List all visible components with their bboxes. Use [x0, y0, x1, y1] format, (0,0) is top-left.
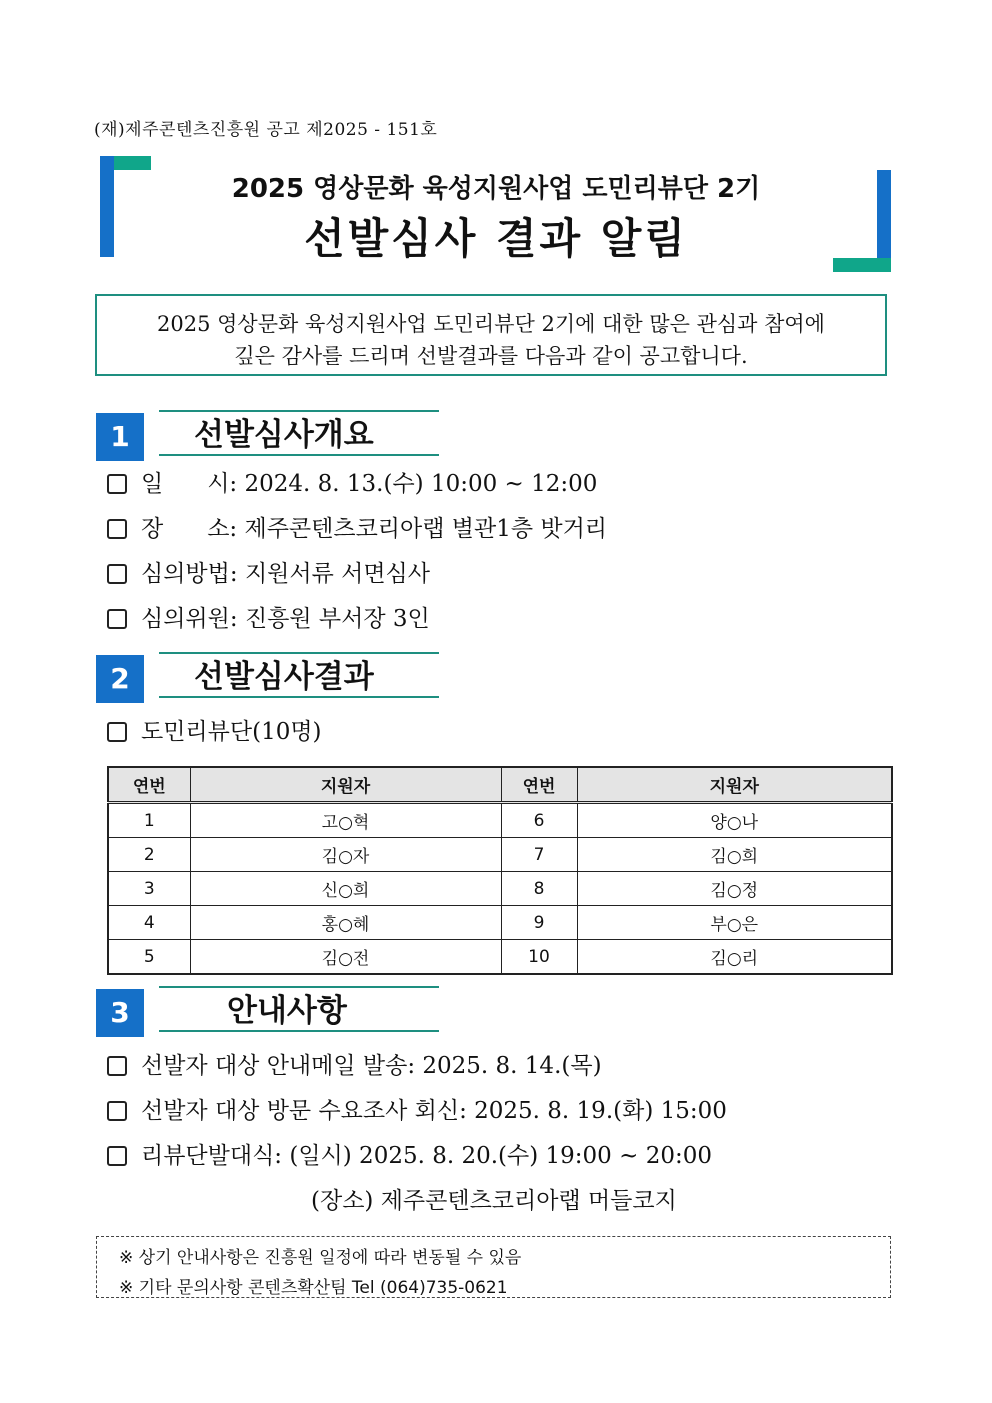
value: 2024. 8. 13.(수) 10:00 ~ 12:00 — [244, 471, 598, 497]
label: 선발자 대상 안내메일 발송: 2025. 8. 14.(목) — [141, 1053, 602, 1079]
cell: 2 — [108, 838, 190, 872]
table-row — [108, 940, 892, 975]
cell: 8 — [501, 872, 577, 906]
section3-title: 안내사항 — [159, 986, 439, 1032]
cell: 김○리 — [577, 940, 892, 975]
cell: 부○은 — [577, 906, 892, 940]
section2-number-badge: 2 — [96, 655, 144, 703]
cell: 9 — [501, 906, 577, 940]
cell: 6 — [501, 803, 577, 838]
label: 도민리뷰단(10명) — [141, 719, 322, 745]
section1-item-place — [107, 513, 607, 545]
cell: 1 — [108, 803, 190, 838]
checkbox-icon — [107, 1146, 127, 1166]
label: 리뷰단발대식: (일시) 2025. 8. 20.(수) 19:00 ~ 20:00 — [141, 1143, 712, 1169]
value: 제주콘텐츠코리아랩 별관1층 밧거리 — [244, 516, 608, 542]
note-line: ※ 상기 안내사항은 진흥원 일정에 따라 변동될 수 있음 — [119, 1248, 522, 1268]
checkbox-icon — [107, 1056, 127, 1076]
cell: 10 — [501, 940, 577, 975]
checkbox-icon — [107, 519, 127, 539]
document-title-line1: 2025 영상문화 육성지원사업 도민리뷰단 2기 — [231, 174, 761, 204]
notes-box — [96, 1236, 891, 1298]
section1-item-time — [107, 468, 597, 500]
cell: 7 — [501, 838, 577, 872]
section2-title: 선발심사결과 — [159, 652, 439, 698]
cell: 5 — [108, 940, 190, 975]
cell: 양○나 — [577, 803, 892, 838]
table-row — [108, 906, 892, 940]
value: 지원서류 서면심사 — [244, 561, 430, 587]
label: 시: — [207, 471, 238, 497]
document-title-line2: 선발심사 결과 알림 — [304, 214, 688, 263]
frame-corner-top-left-blue — [100, 156, 114, 257]
section3-item-survey — [107, 1095, 727, 1127]
column-header-number: 연번 — [501, 767, 577, 803]
label: 심의방법: — [141, 561, 238, 587]
notice-number: (재)제주콘텐츠진흥원 공고 제2025 - 151호 — [94, 120, 438, 140]
column-header-applicant: 지원자 — [190, 767, 501, 803]
cell: 김○자 — [190, 838, 501, 872]
intro-line2: 깊은 감사를 드리며 선발결과를 다음과 같이 공고합니다. — [234, 344, 748, 368]
section1-item-method — [107, 558, 430, 590]
checkbox-icon — [107, 564, 127, 584]
section1-item-reviewers — [107, 603, 430, 635]
checkbox-icon — [107, 1101, 127, 1121]
frame-corner-bottom-right-blue — [877, 170, 891, 271]
table-row — [108, 872, 892, 906]
table-row — [108, 803, 892, 838]
note-line: ※ 기타 문의사항 콘텐츠확산팀 Tel (064)735-0621 — [119, 1278, 508, 1298]
section1-title: 선발심사개요 — [159, 410, 439, 456]
cell: 김○희 — [577, 838, 892, 872]
checkbox-icon — [107, 609, 127, 629]
cell: 김○전 — [190, 940, 501, 975]
section3-number-badge: 3 — [96, 989, 144, 1037]
cell: 3 — [108, 872, 190, 906]
section2-subtitle — [107, 716, 322, 748]
selection-result-table — [107, 766, 893, 975]
cell: 홍○혜 — [190, 906, 501, 940]
label: 선발자 대상 방문 수요조사 회신: 2025. 8. 19.(화) 15:00 — [141, 1098, 727, 1124]
label: 심의위원: — [141, 606, 238, 632]
label: 장 — [141, 516, 164, 542]
table-row — [108, 838, 892, 872]
cell: 김○정 — [577, 872, 892, 906]
section1-number-badge: 1 — [96, 413, 144, 461]
intro-line1: 2025 영상문화 육성지원사업 도민리뷰단 2기에 대한 많은 관심과 참여에 — [157, 312, 825, 336]
column-header-number: 연번 — [108, 767, 190, 803]
cell: 고○혁 — [190, 803, 501, 838]
label: 일 — [141, 471, 164, 497]
section3-item-email — [107, 1050, 602, 1082]
cell: 4 — [108, 906, 190, 940]
checkbox-icon — [107, 722, 127, 742]
intro-box — [95, 294, 887, 376]
cell: 신○희 — [190, 872, 501, 906]
table-header-row — [108, 767, 892, 803]
section3-venue: (장소) 제주콘텐츠코리아랩 머들코지 — [311, 1188, 677, 1214]
checkbox-icon — [107, 474, 127, 494]
value: 진흥원 부서장 3인 — [244, 606, 430, 632]
label: 소: — [207, 516, 238, 542]
section3-item-launch — [107, 1140, 712, 1172]
column-header-applicant: 지원자 — [577, 767, 892, 803]
